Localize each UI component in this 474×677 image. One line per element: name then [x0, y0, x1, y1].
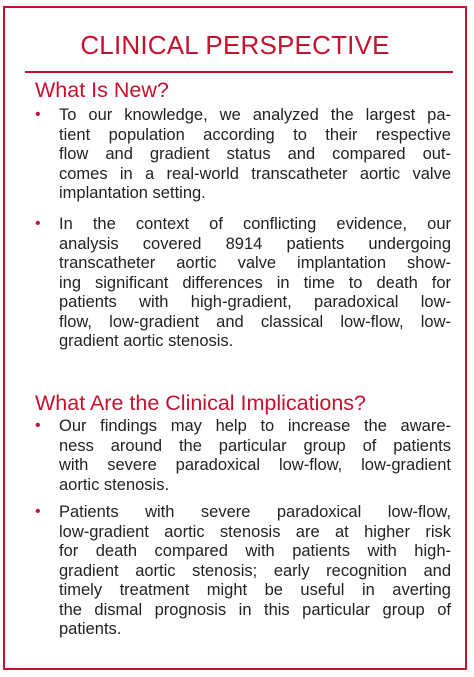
- bullet-text-line: patients with high-gradient, paradoxical low-: [59, 293, 451, 311]
- section-heading: What Are the Clinical Implications?: [35, 391, 367, 415]
- section-heading: What Is New?: [35, 78, 169, 102]
- bullet-text-line: flow, low-gradient and classical low-flow, low-: [59, 312, 451, 331]
- bullet-text-line: analysis covered 8914 patients undergoing: [59, 234, 451, 253]
- bullet-text-line: for death compared with patients with high-: [59, 542, 451, 560]
- box-title: CLINICAL PERSPECTIVE: [80, 30, 390, 60]
- bullet-text-line: To our knowledge, we analyzed the largest pa-: [59, 106, 451, 124]
- bullet-text-line: patients.: [59, 620, 122, 638]
- bullet-text-line: ing significant differences in time to death for: [59, 273, 451, 292]
- bullet-text-line: comes in a real-world transcatheter aortic valve: [59, 164, 451, 183]
- bullet-text-line: gradient aortic stenosis.: [59, 332, 234, 350]
- title-divider: [25, 71, 453, 73]
- bullet-text-line: timely treatment might be useful in averting: [59, 581, 451, 599]
- bullet-text-line: low-gradient aortic stenosis are at higher risk: [59, 522, 451, 541]
- bullet-text-line: Patients with severe paradoxical low-flow,: [59, 503, 451, 521]
- bullet-text-line: with severe paradoxical low-flow, low-gradient: [59, 456, 451, 474]
- bullet-text-line: the dismal prognosis in this particular group of: [59, 600, 451, 619]
- bullet-text-line: In the context of conflicting evidence, our: [59, 215, 451, 233]
- bullet-text-line: implantation setting.: [59, 184, 206, 202]
- bullet-marker: •: [35, 417, 41, 434]
- bullet-text-line: ness around the particular group of patients: [59, 436, 451, 455]
- bullet-text-line: transcatheter aortic valve implantation show-: [59, 254, 451, 272]
- bullet-text-line: tient population according to their respective: [59, 125, 451, 144]
- bullet-text-line: gradient aortic stenosis; early recognition and: [59, 561, 451, 580]
- bullet-marker: •: [35, 106, 41, 123]
- bullet-text-line: Our findings may help to increase the aware-: [59, 417, 451, 435]
- bullet-text-line: flow and gradient status and compared out-: [59, 145, 451, 163]
- bullet-marker: •: [35, 503, 41, 520]
- bullet-text-line: aortic stenosis.: [59, 475, 170, 494]
- bullet-marker: •: [35, 215, 41, 232]
- clinical-perspective-box: [3, 6, 467, 670]
